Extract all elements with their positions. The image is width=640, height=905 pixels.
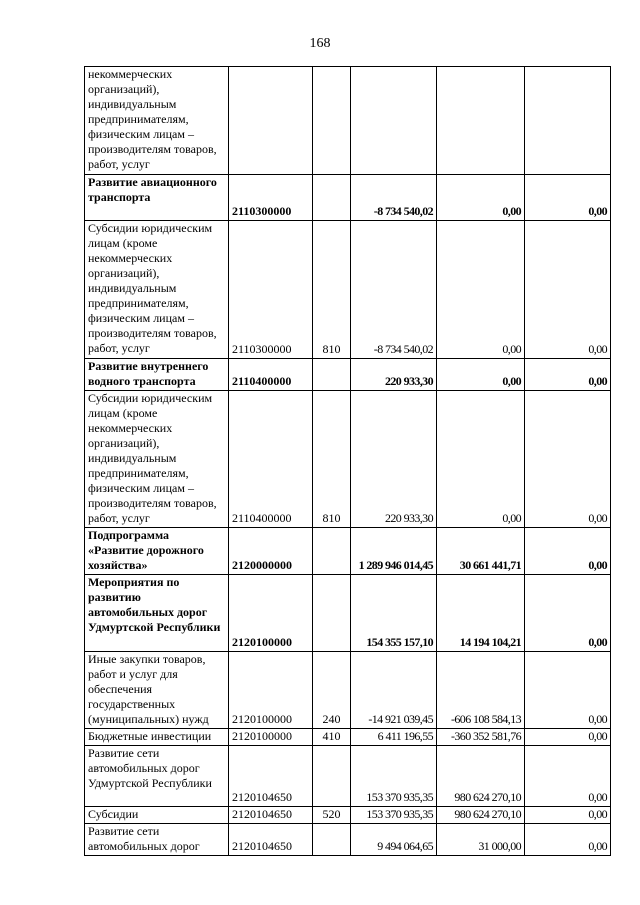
row-sum1: 153 370 935,35 [351, 807, 437, 824]
row-sum2: -606 108 584,13 [437, 652, 525, 729]
row-name: Субсидии юридическим лицам (кроме некоммерческих организаций), индивидуальным предпринимателям, физическим лицам – производителям товаров, работ, услуг [85, 391, 229, 528]
row-vr [313, 175, 351, 221]
row-sum1: 9 494 064,65 [351, 824, 437, 856]
row-name: Субсидии [85, 807, 229, 824]
row-vr [313, 575, 351, 652]
row-code: 2110300000 [229, 221, 313, 359]
row-code: 2120100000 [229, 575, 313, 652]
row-sum2: 0,00 [437, 391, 525, 528]
row-name: Иные закупки товаров, работ и услуг для обеспечения государственных (муниципальных) нужд [85, 652, 229, 729]
row-vr [313, 528, 351, 575]
row-vr: 240 [313, 652, 351, 729]
row-code [229, 67, 313, 175]
row-name: Развитие внутреннего водного транспорта [85, 359, 229, 391]
row-sum2: 0,00 [437, 221, 525, 359]
row-sum3: 0,00 [525, 575, 611, 652]
row-sum1: 6 411 196,55 [351, 729, 437, 746]
page-number: 168 [309, 36, 331, 51]
row-sum3: 0,00 [525, 175, 611, 221]
table-row [85, 575, 611, 652]
row-sum3: 0,00 [525, 729, 611, 746]
row-sum3: 0,00 [525, 807, 611, 824]
row-sum3: 0,00 [525, 824, 611, 856]
row-name: Развитие сети автомобильных дорог Удмуртской Республики [85, 746, 229, 807]
row-sum3: 0,00 [525, 359, 611, 391]
row-code: 2110300000 [229, 175, 313, 221]
row-sum3 [525, 67, 611, 175]
table-row [85, 528, 611, 575]
row-sum1: -14 921 039,45 [351, 652, 437, 729]
row-sum2: 980 624 270,10 [437, 807, 525, 824]
row-vr: 810 [313, 221, 351, 359]
row-code: 2120104650 [229, 824, 313, 856]
row-code: 2120000000 [229, 528, 313, 575]
row-vr [313, 746, 351, 807]
row-vr [313, 67, 351, 175]
row-sum2: 30 661 441,71 [437, 528, 525, 575]
row-code: 2120104650 [229, 807, 313, 824]
row-name: Субсидии юридическим лицам (кроме некоммерческих организаций), индивидуальным предпринимателям, физическим лицам – производителям товаров, работ, услуг [85, 221, 229, 359]
row-sum2: -360 352 581,76 [437, 729, 525, 746]
row-vr: 810 [313, 391, 351, 528]
row-sum1: 220 933,30 [351, 391, 437, 528]
row-sum1: 220 933,30 [351, 359, 437, 391]
row-sum2: 0,00 [437, 175, 525, 221]
row-code: 2110400000 [229, 391, 313, 528]
row-name: Мероприятия по развитию автомобильных дорог Удмуртской Республики [85, 575, 229, 652]
row-sum1: 154 355 157,10 [351, 575, 437, 652]
table-row [85, 391, 611, 528]
row-sum2: 980 624 270,10 [437, 746, 525, 807]
row-name: Развитие сети автомобильных дорог [85, 824, 229, 856]
row-vr [313, 359, 351, 391]
row-sum2: 31 000,00 [437, 824, 525, 856]
row-sum3: 0,00 [525, 652, 611, 729]
row-vr [313, 824, 351, 856]
table-row [85, 221, 611, 359]
row-code: 2120104650 [229, 746, 313, 807]
row-sum3: 0,00 [525, 391, 611, 528]
row-sum2: 0,00 [437, 359, 525, 391]
row-vr: 410 [313, 729, 351, 746]
row-code: 2120100000 [229, 729, 313, 746]
table-row [85, 729, 611, 746]
row-name: Бюджетные инвестиции [85, 729, 229, 746]
row-sum1 [351, 67, 437, 175]
row-sum3: 0,00 [525, 221, 611, 359]
row-sum1: 153 370 935,35 [351, 746, 437, 807]
row-sum1: 1 289 946 014,45 [351, 528, 437, 575]
table-row [85, 359, 611, 391]
row-sum2 [437, 67, 525, 175]
table-row [85, 807, 611, 824]
table-row [85, 746, 611, 807]
row-name: некоммерческих организаций), индивидуальным предпринимателям, физическим лицам – производителям товаров, работ, услуг [85, 67, 229, 175]
row-sum1: -8 734 540,02 [351, 175, 437, 221]
table-row [85, 652, 611, 729]
table-row [85, 175, 611, 221]
row-sum3: 0,00 [525, 528, 611, 575]
budget-table [84, 66, 611, 856]
table-row [85, 824, 611, 856]
row-code: 2110400000 [229, 359, 313, 391]
row-code: 2120100000 [229, 652, 313, 729]
row-sum3: 0,00 [525, 746, 611, 807]
row-sum1: -8 734 540,02 [351, 221, 437, 359]
table-row [85, 67, 611, 175]
row-vr: 520 [313, 807, 351, 824]
row-sum2: 14 194 104,21 [437, 575, 525, 652]
row-name: Подпрограмма «Развитие дорожного хозяйства» [85, 528, 229, 575]
row-name: Развитие авиационного транспорта [85, 175, 229, 221]
